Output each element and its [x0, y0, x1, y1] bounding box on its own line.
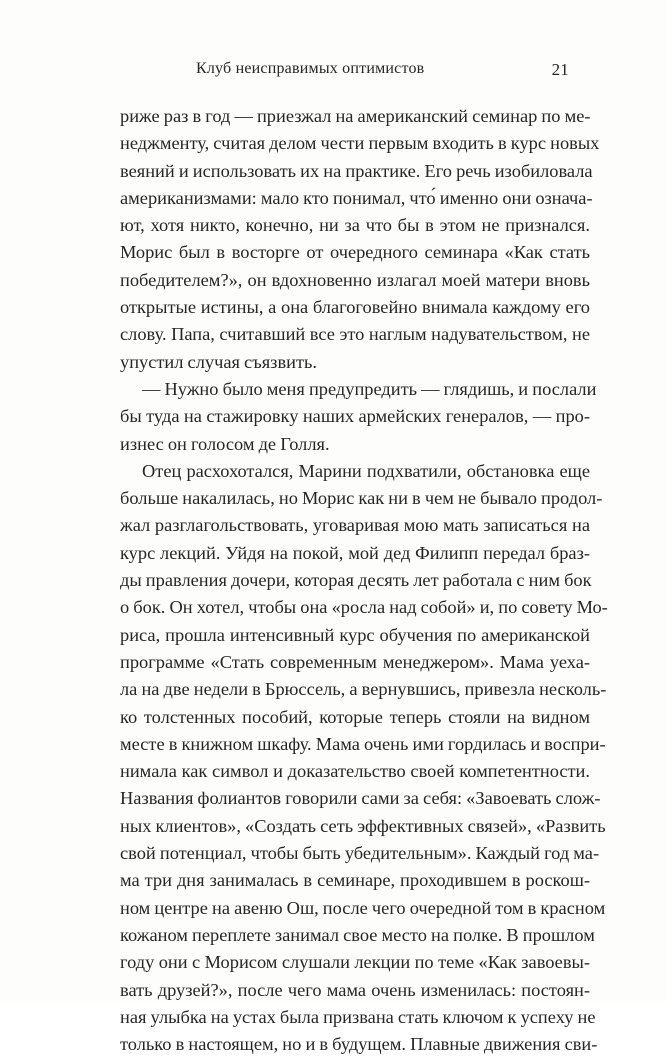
text-line: ды правления дочери, которая десять лет работала с ним бок: [120, 570, 592, 591]
body-text: [120, 103, 608, 1058]
text-line: курс лекций. Уйдя на покой, мой дед Филипп передал браз-: [120, 542, 590, 563]
text-line: ном центре на авеню Ош, после чего очередной том в красном: [120, 897, 606, 918]
text-line: победителем?», он вдохновенно излагал моей матери вновь: [120, 269, 590, 290]
text-line: вать друзей?», после чего мама очень изменилась: постоян-: [120, 979, 590, 1000]
text-line: бы туда на стажировку наших армейских генералов, — про-: [120, 406, 590, 427]
text-line: риже раз в год — приезжал на американский семинар по ме-: [120, 106, 591, 126]
text-line: году они с Морисом слушали лекции по теме «Как завоевы-: [120, 952, 590, 973]
text-line: Морис был в восторге от очередного семинара «Как стать: [120, 242, 590, 263]
text-line: кожаном переплете занимал свое место на полке. В прошлом: [120, 924, 595, 945]
text-line: Отец расхохотался, Марини подхватили, обстановка еще: [142, 460, 590, 481]
text-line: веяний и использовать их на практике. Его речь изобиловала: [120, 160, 593, 181]
text-line: упустил случая съязвить.: [120, 351, 317, 372]
text-line: свой потенциал, чтобы быть убедительным». Каждый год ма-: [120, 843, 600, 864]
text-line: открытые истины, а она благоговейно внимала каждому его: [120, 297, 590, 318]
text-line: больше накалилась, но Морис как ни в чем не бывало продол-: [120, 488, 603, 509]
running-header: [120, 60, 580, 84]
text-line: месте в книжном шкафу. Мама очень ими гордилась и воспри-: [120, 733, 606, 754]
text-line: ных клиентов», «Создать сеть эффективных связей», «Развить: [120, 815, 606, 836]
text-line: ма три дня занималась в семинаре, проходившем в роскош-: [120, 870, 590, 891]
text-line: изнес он голосом де Голля.: [120, 433, 330, 454]
text-line: нимала как символ и доказательство своей компетентности.: [120, 761, 590, 782]
running-title: Клуб неисправимых оптимистов: [196, 60, 425, 77]
text-line: ная улыбка на устах была призвана стать ключом к успеху не: [120, 1006, 596, 1027]
text-line: неджменту, считая делом чести первым входить в курс новых: [120, 133, 600, 154]
text-line: только в настоящем, но и в будущем. Плавные движения сви-: [120, 1034, 598, 1055]
text-line: жал разглагольствовать, уговаривая мою мать записаться на: [120, 515, 590, 536]
text-line: — Нужно было меня предупредить — глядишь, и послали: [142, 378, 597, 399]
text-line: о бок. Он хотел, чтобы она «росла над собой» и, по совету Мо-: [120, 597, 608, 618]
page-number: 21: [551, 60, 569, 79]
text-line: ко толстенных пособий, которые теперь стояли на видном: [120, 706, 590, 727]
text-line: слову. Папа, считавший все это наглым надувательством, не: [120, 324, 590, 345]
text-line: Названия фолиантов говорили сами за себя: «Завоевать слож-: [120, 788, 601, 809]
text-line: ют, хотя никто, конечно, ни за что бы в этом не признался.: [120, 215, 590, 236]
text-line: американизмами: мало кто понимал, что́ именно они означа-: [120, 187, 593, 208]
text-line: риса, прошла интенсивный курс обучения по американской: [120, 624, 590, 645]
text-line: программе «Стать современным менеджером». Мама уеха-: [120, 651, 590, 672]
text-line: ла на две недели в Брюссель, а вернувшись, привезла несколь-: [120, 679, 607, 700]
